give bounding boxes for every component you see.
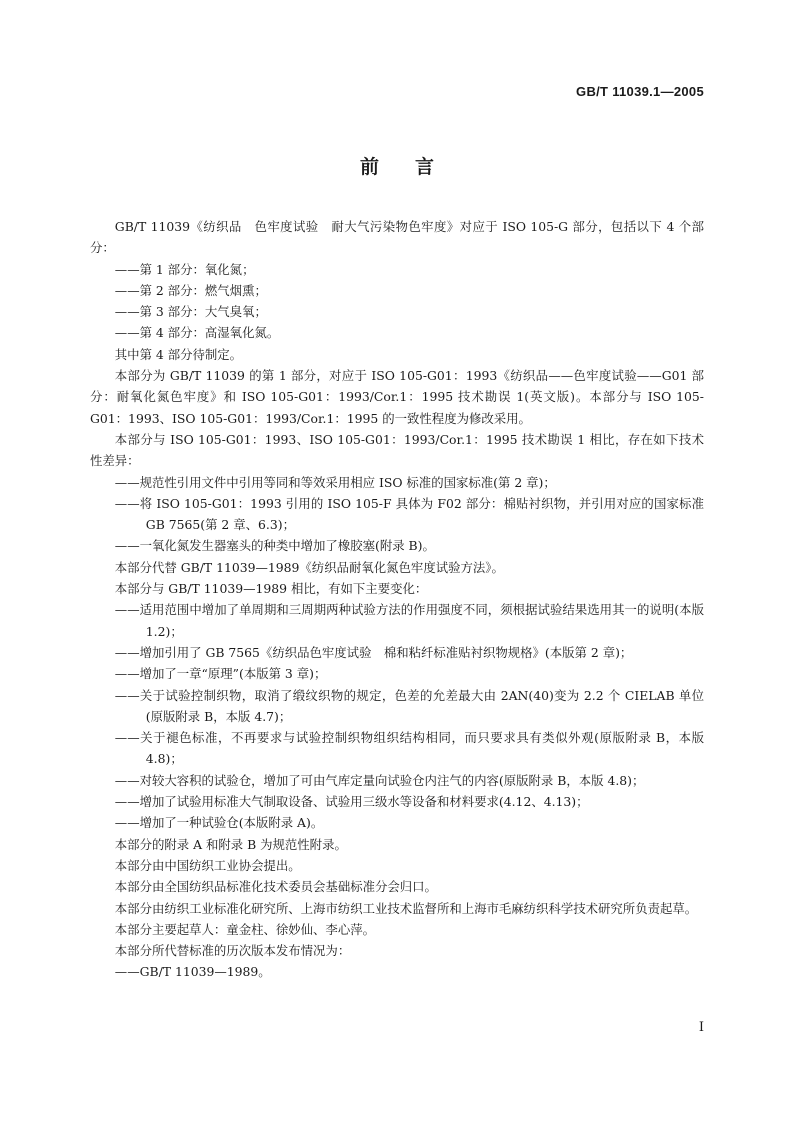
paragraph: 本部分与 GB/T 11039—1989 相比，有如下主要变化： xyxy=(114,581,428,597)
list-item: ——适用范围中增加了单周期和三周期两种试验方法的作用强度不同，须根据试验结果选用其一的说明(本版 1.2)； xyxy=(114,602,704,639)
list-item: ——增加了一种试验仓(本版附录 A)。 xyxy=(114,815,324,831)
standard-code: GB/T 11039.1—2005 xyxy=(576,84,704,99)
paragraph: 本部分为 GB/T 11039 的第 1 部分，对应于 ISO 105-G01：1993《纺织品——色牢度试验——G01 部分：耐氧化氮色牢度》和 ISO 105-G01：1993/Cor.1：1995 技术勘误 1(英文版)。本部分与 ISO 105-G01：1993、ISO 105-G01：1993/Cor.1：1995 的一致性程度为修改采用。 xyxy=(90,368,704,426)
paragraph: 本部分由中国纺织工业协会提出。 xyxy=(114,857,301,873)
list-item: ——增加了试验用标准大气制取设备、试验用三级水等设备和材料要求(4.12、4.13)； xyxy=(114,794,589,810)
list-item: ——增加了一章“原理”(本版第 3 章)； xyxy=(114,666,327,682)
list-item: ——第 2 部分：燃气烟熏； xyxy=(114,282,267,298)
paragraph: 本部分主要起草人：童金柱、徐妙仙、李心萍。 xyxy=(114,921,375,937)
paragraph: 本部分代替 GB/T 11039—1989《纺织品耐氧化氮色牢度试验方法》。 xyxy=(114,559,504,575)
list-item: ——一氧化氮发生器塞头的种类中增加了橡胶塞(附录 B)。 xyxy=(114,538,435,554)
paragraph: 本部分的附录 A 和附录 B 为规范性附录。 xyxy=(114,836,347,852)
document-body xyxy=(90,216,704,983)
list-item: ——对较大容积的试验仓，增加了可由气库定量向试验仓内注气的内容(原版附录 B，本版 4.8)； xyxy=(114,772,645,788)
paragraph: 本部分由纺织工业标准化研究所、上海市纺织工业技术监督所和上海市毛麻纺织科学技术研究所负责起草。 xyxy=(114,900,698,916)
page-number: I xyxy=(698,1020,704,1035)
paragraph: 本部分所代替标准的历次版本发布情况为： xyxy=(114,943,351,959)
list-item: ——将 ISO 105-G01：1993 引用的 ISO 105-F 具体为 F02 部分：棉贴衬织物，并引用对应的国家标准 GB 7565(第 2 章、6.3)； xyxy=(114,495,704,533)
list-item: ——第 1 部分：氧化氮； xyxy=(114,261,255,277)
paragraph: 其中第 4 部分待制定。 xyxy=(114,346,243,362)
list-item: ——第 4 部分：高湿氧化氮。 xyxy=(114,325,280,341)
list-item: ——第 3 部分：大气臭氧； xyxy=(114,304,267,320)
paragraph-scope: GB/T 11039《纺织品 色牢度试验 耐大气污染物色牢度》对应于 ISO 105-G 部分，包括以下 4 个部分： xyxy=(90,219,704,256)
paragraph: 本部分由全国纺织品标准化技术委员会基础标准分会归口。 xyxy=(114,879,437,895)
list-item: ——关于试验控制织物，取消了缎纹织物的规定，色差的允差最大由 2AN(40)变为 2.2 个 CIELAB 单位(原版附录 B，本版 4.7)； xyxy=(114,687,704,724)
paragraph: 本部分与 ISO 105-G01：1993、ISO 105-G01：1993/Cor.1：1995 技术勘误 1 相比，存在如下技术性差异： xyxy=(90,431,704,469)
list-item: ——规范性引用文件中引用等同和等效采用相应 ISO 标准的国家标准(第 2 章)； xyxy=(114,474,556,490)
list-item: ——关于褪色标准，不再要求与试验控制织物组织结构相同，而只要求具有类似外观(原版附录 B，本版 4.8)； xyxy=(114,730,704,767)
page-title: 前言 xyxy=(359,156,470,178)
list-item: ——GB/T 11039—1989。 xyxy=(114,964,271,980)
list-item: ——增加引用了 GB 7565《纺织品色牢度试验 棉和粘纤标准贴衬织物规格》(本版第 2 章)； xyxy=(114,644,633,660)
